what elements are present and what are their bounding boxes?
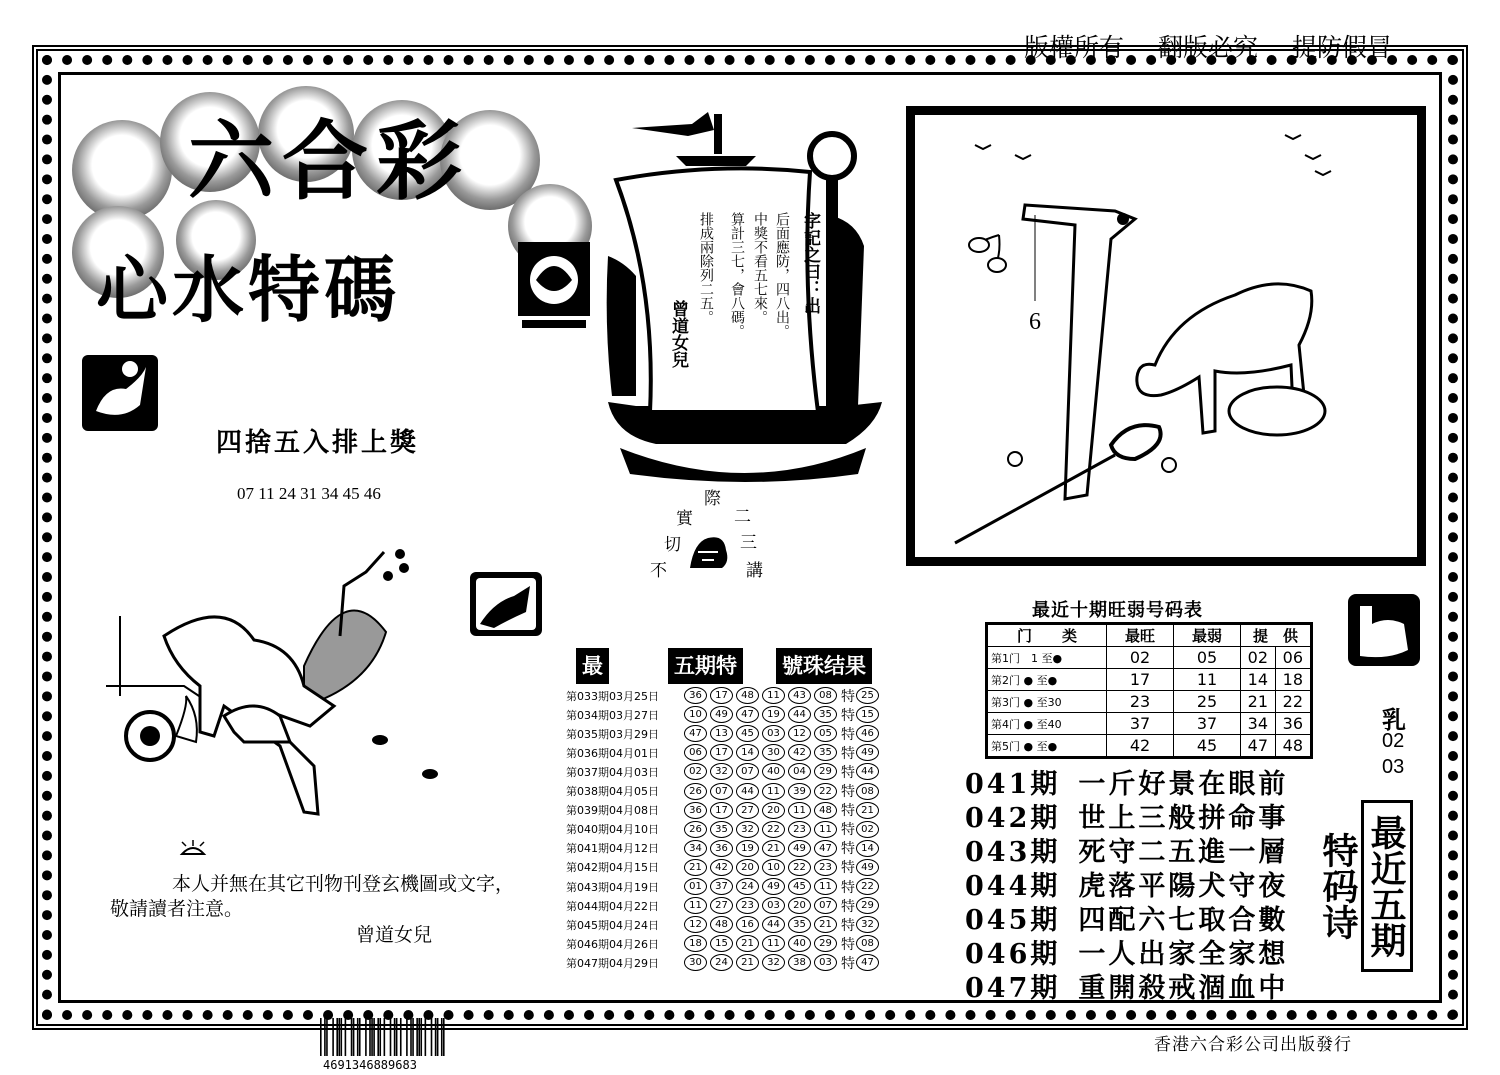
strength-row xyxy=(987,647,1312,669)
result-ball: 11 xyxy=(762,783,785,800)
provide-cell: 14 xyxy=(1241,669,1276,691)
result-row xyxy=(566,705,886,724)
result-ball: 21 xyxy=(814,916,837,933)
barcode-bar xyxy=(384,1018,386,1056)
beware-fake-text: 提防假冒 xyxy=(1292,33,1393,62)
hint-char: 實 xyxy=(676,509,693,529)
result-ball: 18 xyxy=(684,935,707,952)
result-ball: 07 xyxy=(710,783,733,800)
poem-period: 046期 xyxy=(965,939,1061,970)
special-label: 特 xyxy=(841,707,855,724)
notice-line: 本人并無在其它刊物刊登玄機圖或文字， xyxy=(172,873,515,895)
result-row xyxy=(566,801,886,820)
result-ball: 40 xyxy=(788,935,811,952)
result-ball: 42 xyxy=(710,859,733,876)
special-label: 特 xyxy=(841,860,855,877)
result-row xyxy=(566,934,886,953)
result-ball: 23 xyxy=(814,859,837,876)
result-ball: 36 xyxy=(684,802,707,819)
result-ball: 35 xyxy=(814,706,837,723)
result-row xyxy=(566,686,886,705)
poem-period: 044期 xyxy=(965,871,1061,902)
special-label: 特 xyxy=(841,764,855,781)
result-ball: 38 xyxy=(788,954,811,971)
result-date: 第046期04月26日 xyxy=(566,937,659,951)
special-ball: 49 xyxy=(856,859,879,876)
result-ball: 19 xyxy=(762,706,785,723)
boat-poem-line: 后面應防，四八出。 xyxy=(774,212,790,338)
boat-poem-heading: 字記之曰：出 xyxy=(800,212,820,314)
result-ball: 19 xyxy=(736,840,759,857)
notice-signature: 曾道女兒 xyxy=(356,924,433,946)
result-ball: 42 xyxy=(788,744,811,761)
door-cell: 第5门 ● 至● xyxy=(987,735,1107,758)
barcode-bar xyxy=(425,1018,427,1056)
tree-number: 6 xyxy=(1029,309,1041,335)
notice xyxy=(110,872,514,922)
barcode-bar xyxy=(371,1018,373,1056)
lamp-icon xyxy=(178,838,208,862)
header-cold: 最弱 xyxy=(1174,624,1241,647)
hot-cell: 17 xyxy=(1107,669,1174,691)
result-ball: 47 xyxy=(814,840,837,857)
special-label: 特 xyxy=(841,936,855,953)
barcode-bar xyxy=(394,1018,396,1056)
result-ball: 48 xyxy=(736,687,759,704)
hot-cell: 42 xyxy=(1107,735,1174,758)
result-ball: 08 xyxy=(814,687,837,704)
result-ball: 12 xyxy=(788,725,811,742)
result-ball: 02 xyxy=(684,763,707,780)
poem-text: 四配六七取合數 xyxy=(1078,905,1289,936)
strength-row xyxy=(987,669,1312,691)
door-cell: 第2门 ● 至● xyxy=(987,669,1107,691)
result-ball: 26 xyxy=(684,783,707,800)
barcode-bar xyxy=(345,1018,347,1056)
result-date: 第044期04月22日 xyxy=(566,899,659,913)
no-reprint-text: 翻版必究 xyxy=(1158,33,1259,62)
special-ball: 32 xyxy=(856,916,879,933)
result-row xyxy=(566,839,886,858)
result-ball: 37 xyxy=(710,878,733,895)
provide-cell: 18 xyxy=(1275,669,1311,691)
barcode xyxy=(318,1018,450,1058)
result-ball: 16 xyxy=(736,916,759,933)
barcode-number: 4691346889683 xyxy=(323,1058,417,1072)
cold-cell: 37 xyxy=(1174,713,1241,735)
barcode-bar xyxy=(341,1018,343,1056)
special-label: 特 xyxy=(841,726,855,743)
barcode-bar xyxy=(379,1018,381,1056)
result-ball: 36 xyxy=(710,840,733,857)
result-ball: 43 xyxy=(788,687,811,704)
results-title-part: 號珠结果 xyxy=(776,648,872,684)
result-ball: 29 xyxy=(814,763,837,780)
recommended-numbers: 07 11 24 31 34 45 46 xyxy=(237,484,381,503)
strength-row xyxy=(987,735,1312,758)
strength-row xyxy=(987,713,1312,735)
result-ball: 36 xyxy=(684,687,707,704)
special-ball: 08 xyxy=(856,783,879,800)
special-ball: 46 xyxy=(856,725,879,742)
result-date: 第040期04月10日 xyxy=(566,823,659,837)
barcode-bar xyxy=(431,1018,433,1056)
special-label: 特 xyxy=(841,955,855,972)
barcode-bar xyxy=(359,1018,361,1056)
poem-period: 042期 xyxy=(965,803,1061,834)
result-ball: 24 xyxy=(710,954,733,971)
barcode-bar xyxy=(351,1018,353,1056)
result-ball: 14 xyxy=(736,744,759,761)
special-ball: 49 xyxy=(856,744,879,761)
provide-cell: 21 xyxy=(1241,691,1276,713)
barcode-bar xyxy=(412,1018,414,1056)
result-date: 第039期04月08日 xyxy=(566,804,659,818)
result-ball: 48 xyxy=(710,916,733,933)
result-row xyxy=(566,915,886,934)
barcode-bar xyxy=(377,1018,379,1056)
result-ball: 17 xyxy=(710,802,733,819)
poem-text: 虎落平陽犬守夜 xyxy=(1078,871,1289,902)
boat-poem-line: 中獎不看五七來。 xyxy=(752,212,768,324)
result-ball: 13 xyxy=(710,725,733,742)
hand-grip-icon xyxy=(1348,594,1420,666)
strength-table xyxy=(985,622,1313,759)
result-date: 第045期04月24日 xyxy=(566,918,659,932)
result-ball: 01 xyxy=(684,878,707,895)
barcode-bar xyxy=(373,1018,375,1056)
result-ball: 10 xyxy=(762,859,785,876)
result-ball: 27 xyxy=(710,897,733,914)
barcode-bar xyxy=(357,1018,359,1056)
header-category: 门 类 xyxy=(987,624,1107,647)
cold-cell: 45 xyxy=(1174,735,1241,758)
result-date: 第042期04月15日 xyxy=(566,861,659,875)
result-ball: 49 xyxy=(762,878,785,895)
result-ball: 34 xyxy=(684,840,707,857)
result-ball: 29 xyxy=(814,935,837,952)
dog-illustration xyxy=(104,546,484,826)
special-ball: 02 xyxy=(856,821,879,838)
result-ball: 32 xyxy=(710,763,733,780)
hot-cell: 37 xyxy=(1107,713,1174,735)
barcode-bar xyxy=(320,1018,322,1056)
result-ball: 17 xyxy=(710,687,733,704)
door-cell: 第1门 1 至● xyxy=(987,647,1107,669)
results-title xyxy=(576,648,888,684)
poem-text: 一人出家全家想 xyxy=(1078,939,1289,970)
result-ball: 22 xyxy=(762,821,785,838)
special-label: 特 xyxy=(841,688,855,705)
hand-icon xyxy=(82,355,158,431)
hot-cell: 23 xyxy=(1107,691,1174,713)
barcode-bar xyxy=(400,1018,402,1056)
hint-char: 講 xyxy=(746,561,763,581)
barcode-bar xyxy=(338,1018,340,1056)
result-ball: 11 xyxy=(684,897,707,914)
result-ball: 47 xyxy=(736,706,759,723)
main-title: 六合彩 xyxy=(188,111,470,212)
barcode-bar xyxy=(406,1018,408,1056)
goat-illustration xyxy=(915,115,1417,557)
result-ball: 04 xyxy=(788,763,811,780)
result-ball: 10 xyxy=(684,706,707,723)
hot-cell: 02 xyxy=(1107,647,1174,669)
hint-char: 三 xyxy=(740,533,757,553)
result-ball: 20 xyxy=(736,859,759,876)
results-title-part: 最 xyxy=(576,648,609,684)
boat-poem-line: 排成兩除列二五。 xyxy=(698,212,714,324)
cold-cell: 05 xyxy=(1174,647,1241,669)
result-ball: 11 xyxy=(762,935,785,952)
result-ball: 07 xyxy=(814,897,837,914)
result-ball: 21 xyxy=(684,859,707,876)
result-ball: 22 xyxy=(814,783,837,800)
poem-period: 041期 xyxy=(965,769,1061,800)
barcode-bar xyxy=(420,1018,422,1056)
result-ball: 06 xyxy=(684,744,707,761)
provide-cell: 22 xyxy=(1275,691,1311,713)
result-ball: 07 xyxy=(736,763,759,780)
strength-row xyxy=(987,691,1312,713)
result-ball: 24 xyxy=(736,878,759,895)
provide-cell: 47 xyxy=(1241,735,1276,758)
barcode-bar xyxy=(324,1018,326,1056)
result-date: 第038期04月05日 xyxy=(566,785,659,798)
result-ball: 35 xyxy=(788,916,811,933)
result-ball: 30 xyxy=(762,744,785,761)
special-label: 特 xyxy=(841,745,855,762)
barcode-bar xyxy=(396,1018,398,1056)
result-ball: 23 xyxy=(788,821,811,838)
special-ball: 22 xyxy=(856,878,879,895)
result-ball: 45 xyxy=(736,725,759,742)
special-label: 特 xyxy=(841,917,855,934)
provide-cell: 06 xyxy=(1275,647,1311,669)
result-ball: 20 xyxy=(762,802,785,819)
result-ball: 03 xyxy=(762,725,785,742)
result-row xyxy=(566,762,886,781)
barcode-bar xyxy=(410,1018,412,1056)
slogan: 四捨五入排上獎 xyxy=(216,428,420,458)
barcode-bar xyxy=(390,1018,392,1056)
result-ball: 11 xyxy=(814,821,837,838)
stamp-icon xyxy=(516,240,592,330)
barcode-bar xyxy=(353,1018,355,1056)
ball-decoration xyxy=(72,120,172,220)
cold-cell: 11 xyxy=(1174,669,1241,691)
poem-text: 世上三般拼命事 xyxy=(1078,803,1289,834)
publisher: 香港六合彩公司出版發行 xyxy=(1154,1035,1352,1055)
special-label: 特 xyxy=(841,822,855,839)
poem-period: 043期 xyxy=(965,837,1061,868)
result-date: 第035期03月29日 xyxy=(566,727,659,741)
result-row xyxy=(566,743,886,762)
cold-cell: 25 xyxy=(1174,691,1241,713)
provide-cell: 36 xyxy=(1275,713,1311,735)
result-date: 第041期04月12日 xyxy=(566,842,659,856)
result-ball: 11 xyxy=(814,878,837,895)
result-ball: 21 xyxy=(736,954,759,971)
result-ball: 11 xyxy=(762,687,785,704)
result-ball: 30 xyxy=(684,954,707,971)
result-ball: 15 xyxy=(710,935,733,952)
side-banner: 最近五期特码诗 xyxy=(1361,800,1413,972)
special-ball: 15 xyxy=(856,706,879,723)
poem-text: 死守二五進一層 xyxy=(1078,837,1289,868)
result-row xyxy=(566,820,886,839)
result-ball: 35 xyxy=(710,821,733,838)
result-ball: 48 xyxy=(814,802,837,819)
result-row xyxy=(566,858,886,877)
result-ball: 03 xyxy=(814,954,837,971)
result-ball: 21 xyxy=(736,935,759,952)
hint-char: 切 xyxy=(664,535,681,555)
strength-table-caption: 最近十期旺弱号码表 xyxy=(1032,600,1203,621)
barcode-bar xyxy=(365,1018,367,1056)
special-ball: 29 xyxy=(856,897,879,914)
poem-text: 重開殺戒涸血中 xyxy=(1078,973,1289,1004)
hint-char: 二 xyxy=(734,507,751,527)
header-provide: 提 供 xyxy=(1241,624,1312,647)
special-label: 特 xyxy=(841,879,855,896)
barcode-bar xyxy=(441,1018,443,1056)
result-date: 第036期04月01日 xyxy=(566,746,659,760)
result-date: 第033期03月25日 xyxy=(566,689,659,703)
result-ball: 22 xyxy=(788,859,811,876)
result-ball: 45 xyxy=(788,878,811,895)
poem-line xyxy=(965,966,1288,1005)
header-hot: 最旺 xyxy=(1107,624,1174,647)
result-ball: 20 xyxy=(788,897,811,914)
sub-title: 心水特碼 xyxy=(96,248,401,332)
provide-cell: 48 xyxy=(1275,735,1311,758)
result-ball: 27 xyxy=(736,802,759,819)
notice-line: 敬請讀者注意。 xyxy=(110,898,244,920)
result-row xyxy=(566,724,886,743)
results-title-part: 五期特 xyxy=(668,648,743,684)
special-label: 特 xyxy=(841,803,855,820)
provide-cell: 34 xyxy=(1241,713,1276,735)
result-ball: 23 xyxy=(736,897,759,914)
result-ball: 49 xyxy=(788,840,811,857)
copyright-text: 版權所有 xyxy=(1024,33,1125,62)
barcode-bar xyxy=(435,1018,437,1056)
result-ball: 05 xyxy=(814,725,837,742)
poem-period: 047期 xyxy=(965,973,1061,1004)
barcode-bar xyxy=(332,1018,334,1056)
result-row xyxy=(566,877,886,896)
barcode-bar xyxy=(326,1018,328,1056)
result-row xyxy=(566,953,886,972)
poem-period: 045期 xyxy=(965,905,1061,936)
hint-char: 際 xyxy=(704,489,721,509)
result-row xyxy=(566,782,886,801)
special-ball: 44 xyxy=(856,763,879,780)
result-ball: 44 xyxy=(788,706,811,723)
result-ball: 11 xyxy=(788,802,811,819)
boat-poem-signature: 曾道女兒 xyxy=(668,300,688,368)
result-ball: 12 xyxy=(684,916,707,933)
result-date: 第043期04月19日 xyxy=(566,880,659,894)
door-cell: 第4门 ● 至40 xyxy=(987,713,1107,735)
special-ball: 47 xyxy=(856,954,879,971)
result-ball: 17 xyxy=(710,744,733,761)
barcode-bar xyxy=(416,1018,418,1056)
result-ball: 44 xyxy=(736,783,759,800)
result-ball: 32 xyxy=(762,954,785,971)
result-ball: 21 xyxy=(762,840,785,857)
result-ball: 40 xyxy=(762,763,785,780)
special-ball: 14 xyxy=(856,840,879,857)
provide-cell: 02 xyxy=(1241,647,1276,669)
special-ball: 21 xyxy=(856,802,879,819)
barcode-bar xyxy=(437,1018,439,1056)
tiger-icon xyxy=(684,528,732,572)
special-label: 特 xyxy=(841,898,855,915)
side-ribbon: 乳 xyxy=(1382,707,1406,734)
pointing-hand-icon xyxy=(470,572,542,636)
result-ball: 03 xyxy=(762,897,785,914)
barcode-bar xyxy=(336,1018,338,1056)
result-ball: 49 xyxy=(710,706,733,723)
barcode-bar xyxy=(369,1018,371,1056)
result-ball: 39 xyxy=(788,783,811,800)
result-date: 第034期03月27日 xyxy=(566,708,659,722)
poem-text: 一斤好景在眼前 xyxy=(1078,769,1289,800)
special-ball: 08 xyxy=(856,935,879,952)
result-ball: 47 xyxy=(684,725,707,742)
result-date: 第037期04月03日 xyxy=(566,765,659,779)
result-date: 第047期04月29日 xyxy=(566,956,659,970)
result-ball: 35 xyxy=(814,744,837,761)
barcode-bar xyxy=(418,1018,420,1056)
hint-char: 不 xyxy=(650,561,667,581)
special-label: 特 xyxy=(841,784,855,800)
barcode-bar xyxy=(443,1018,445,1056)
door-cell: 第3门 ● 至30 xyxy=(987,691,1107,713)
side-date-1: 02 xyxy=(1382,730,1405,752)
result-ball: 26 xyxy=(684,821,707,838)
special-label: 特 xyxy=(841,841,855,858)
special-ball: 25 xyxy=(856,687,879,704)
result-row xyxy=(566,896,886,915)
result-ball: 32 xyxy=(736,821,759,838)
boat-poem-line: 算計三七，會八碼。 xyxy=(729,212,745,338)
side-date-2: 03 xyxy=(1382,756,1405,778)
result-ball: 44 xyxy=(762,916,785,933)
